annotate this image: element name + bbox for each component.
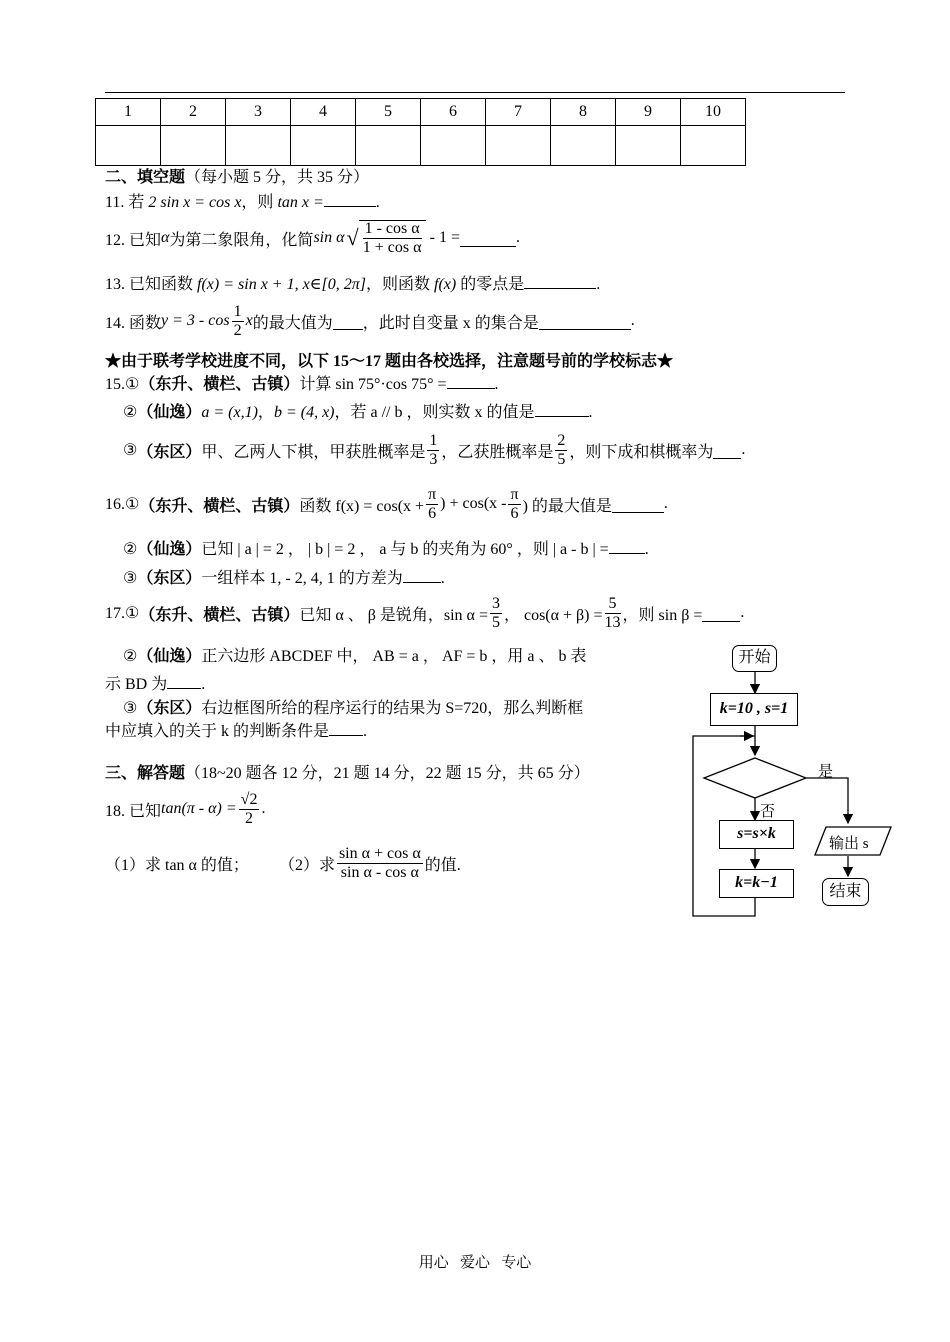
q17a-f1-denominator: 5 [491, 613, 500, 631]
q11-end: . [375, 194, 380, 211]
q14-end: . [630, 312, 635, 329]
question-18 [105, 784, 265, 834]
q17a-school: （东升、横栏、古镇） [139, 606, 300, 624]
answer-header-cell: 6 [421, 99, 486, 126]
answer-cell[interactable] [96, 126, 161, 166]
q15b-text: ，若 a // b ，则实数 x 的值是 [334, 404, 535, 421]
section3-note: （18~20 题各 12 分，21 题 14 分，22 题 15 分，共 65 分） [185, 765, 590, 782]
q17a-end: . [740, 604, 745, 621]
q11-number: 11. 若 [105, 194, 149, 211]
q17a-text3: ，则 sin β = [622, 606, 703, 624]
section3-heading [105, 760, 590, 783]
q16a-text2: ) + cos(x - [440, 495, 507, 512]
q17a-number: 17.① [105, 605, 140, 622]
q15b-end: . [588, 404, 593, 421]
q18-part1: （1）求 tan α 的值； [105, 856, 249, 874]
q15a-text: 计算 sin 75°·cos 75° = [299, 376, 447, 393]
answer-header-cell: 5 [356, 99, 421, 126]
answer-header-cell: 4 [291, 99, 356, 126]
q15c-fraction-2 [555, 433, 567, 468]
q15b-answer-blank[interactable] [535, 400, 589, 417]
q13-number: 13. 已知函数 [105, 276, 198, 293]
q17a-text2: ， cos(α + β) = [503, 606, 603, 624]
q18-part2-end: 的值. [424, 856, 461, 874]
flow-start: 开始 [732, 645, 777, 672]
answer-table-header-row [96, 99, 746, 126]
flow-multiply: s=s×k [719, 820, 794, 849]
question-16b [123, 536, 649, 559]
q18-part2-denominator: sin α - cos α [340, 863, 419, 881]
q16a-end: . [663, 495, 668, 512]
q14-answer-blank-1[interactable] [333, 313, 363, 330]
answer-table-blank-row [96, 126, 746, 166]
q12-number: 12. 已知 [105, 231, 162, 249]
q15c-f2-denominator: 5 [557, 450, 566, 468]
section2-heading [105, 164, 369, 187]
q16b-school: （仙逸） [137, 541, 202, 558]
answer-cell[interactable] [356, 126, 421, 166]
q16a-text3: ) 的最大值是 [522, 497, 612, 515]
q14-answer-blank-2[interactable] [539, 313, 631, 330]
q12-numerator: 1 - cos α [364, 220, 420, 237]
flow-end: 结束 [822, 878, 869, 906]
answer-header-cell: 9 [616, 99, 681, 126]
answer-header-cell: 7 [486, 99, 551, 126]
q17a-text1: 已知 α 、 β 是锐角，sin α = [299, 606, 488, 624]
q16c-text: 一组样本 1, - 2, 4, 1 的方差为 [201, 570, 403, 587]
q17a-f2-denominator: 13 [604, 613, 621, 631]
q16a-f1-numerator: π [428, 485, 437, 503]
q17c-text1: 右边框图所给的程序运行的结果为 S=720，那么判断框 [201, 700, 584, 717]
q17b-number: ② [123, 648, 138, 665]
q12-end: . [516, 229, 520, 246]
q16a-f2-denominator: 6 [510, 504, 519, 522]
q16a-number: 16.① [105, 496, 140, 513]
q12-text: 为第二象限角，化简 [169, 231, 314, 249]
q13-expr2: f(x) [434, 276, 457, 293]
flow-output-label: 输出 s [829, 836, 869, 852]
q14-number: 14. 函数 [105, 314, 162, 332]
question-15c [123, 427, 745, 473]
q15c-text2: ，乙获胜概率是 [441, 443, 554, 461]
q17b-end: . [201, 676, 206, 693]
q14-text2: ，此时自变量 x 的集合是 [362, 314, 539, 332]
question-17c-line2 [105, 718, 367, 741]
q16b-answer-blank[interactable] [609, 537, 645, 554]
answer-header-cell: 8 [551, 99, 616, 126]
radical-sign: √ [346, 225, 359, 250]
q18-end: . [261, 800, 266, 817]
q17b-answer-blank[interactable] [167, 672, 201, 689]
q16c-number: ③ [123, 570, 138, 587]
q17c-end: . [363, 723, 368, 740]
q16a-f1-denominator: 6 [428, 504, 437, 522]
answer-cell[interactable] [161, 126, 226, 166]
q13-expr: f(x) = sin x + 1, x∈[0, 2π] [197, 276, 366, 293]
q15b-expr2: b = (4, x) [273, 404, 335, 421]
question-18-parts [105, 838, 461, 888]
question-15a [105, 371, 499, 394]
answer-header-cell: 2 [161, 99, 226, 126]
page-footer: 用心 爱心 专心 [418, 1255, 532, 1271]
star-note: ★由于联考学校进度不同，以下 15～17 题由各校选择，注意题号前的学校标志★ [105, 353, 674, 370]
q16c-end: . [440, 570, 445, 587]
q12-fraction [363, 221, 422, 256]
q12-tail: - 1 = [429, 229, 460, 246]
q15c-fraction-1 [427, 433, 439, 468]
q15c-f1-numerator: 1 [429, 431, 438, 449]
q16a-text1: 函数 f(x) = cos(x + [299, 497, 425, 515]
q18-denominator: 2 [245, 809, 254, 827]
q14-fraction [232, 304, 244, 339]
q11-text: ，则 [241, 194, 278, 211]
answer-cell[interactable] [616, 126, 681, 166]
q17a-fraction-1 [490, 596, 502, 631]
q12-answer-blank[interactable] [460, 230, 516, 247]
q13-tail: 的零点是 [456, 276, 525, 293]
q14-text: 的最大值为 [252, 314, 333, 332]
q15c-f1-denominator: 3 [429, 450, 438, 468]
q15b-expr: a = (x,1) [201, 404, 258, 421]
question-17b [123, 643, 587, 666]
q15a-number: 15.① [105, 376, 140, 393]
answer-cell[interactable] [226, 126, 291, 166]
question-16a [105, 481, 668, 527]
q13-end: . [596, 276, 601, 293]
section3-title: 三、解答题 [105, 765, 186, 782]
q17b-text1: 正六边形 ABCDEF 中， AB = a ， AF = b ，用 a 、 b 表 [201, 648, 587, 665]
q17a-f1-numerator: 3 [491, 594, 500, 612]
q11-answer-blank[interactable] [324, 190, 376, 207]
question-11 [105, 189, 380, 212]
q18-part2-fraction [337, 846, 423, 881]
q16a-fraction-2 [508, 487, 520, 522]
answer-header-cell: 10 [681, 99, 746, 126]
q15a-school: （东升、横栏、古镇） [139, 376, 300, 393]
q15b-sep: ， [257, 404, 274, 421]
question-13 [105, 271, 600, 294]
question-15b [123, 399, 593, 422]
section2-title: 二、填空题 [105, 169, 186, 186]
flow-init: k=10 , s=1 [710, 693, 798, 726]
question-17a [105, 590, 744, 636]
q14-denominator: 2 [233, 321, 242, 339]
q15c-answer-blank[interactable] [713, 442, 741, 459]
q18-part2: （2）求 [278, 856, 335, 874]
question-16c [123, 565, 445, 588]
q11-expr2: tan x = [277, 194, 324, 211]
answer-cell[interactable] [486, 126, 551, 166]
q12-sin: sin α [313, 229, 345, 246]
question-17b-line2 [105, 671, 205, 694]
q16c-school: （东区） [137, 570, 202, 587]
flow-yes-label: 是 [818, 764, 834, 780]
decision-diamond [704, 758, 806, 798]
section2-note: （每小题 5 分，共 35 分） [185, 169, 370, 186]
q16a-answer-blank[interactable] [612, 496, 664, 513]
q17c-text2: 中应填入的关于 k 的判断条件是 [105, 723, 330, 740]
q12-alpha: α [161, 229, 170, 246]
q18-numerator: √2 [240, 790, 258, 808]
answer-header-cell: 1 [96, 99, 161, 126]
flow-decrement: k=k−1 [719, 869, 794, 898]
q16b-end: . [644, 541, 649, 558]
q18-expr: tan(π - α) = [161, 800, 237, 817]
q17b-text2: 示 BD 为 [105, 676, 168, 693]
q18-number: 18. 已知 [105, 802, 162, 820]
q15b-number: ② [123, 404, 138, 421]
yes-line [806, 778, 848, 823]
question-14 [105, 298, 635, 344]
q18-fraction [239, 792, 260, 827]
q15c-text3: ，则下成和棋概率为 [569, 443, 714, 461]
q15c-school: （东区） [137, 443, 202, 461]
q15c-text1: 甲、乙两人下棋，甲获胜概率是 [201, 443, 426, 461]
q15a-end: . [494, 376, 499, 393]
header-rule [105, 92, 845, 93]
question-17c [123, 695, 583, 718]
q17b-school: （仙逸） [137, 648, 202, 665]
q17c-school: （东区） [137, 700, 202, 717]
q17a-answer-blank[interactable] [702, 605, 740, 622]
q16a-f2-numerator: π [510, 485, 519, 503]
q15a-answer-blank[interactable] [447, 372, 495, 389]
q11-expr: 2 sin x = cos x [148, 194, 242, 211]
q15b-school: （仙逸） [137, 404, 202, 421]
q16b-number: ② [123, 541, 138, 558]
q12-radicand [359, 220, 426, 256]
answer-header-cell: 3 [226, 99, 291, 126]
q18-part2-numerator: sin α + cos α [338, 844, 421, 862]
answer-cell[interactable] [291, 126, 356, 166]
q17c-number: ③ [123, 700, 138, 717]
answer-cell[interactable] [421, 126, 486, 166]
q15c-end: . [741, 441, 746, 458]
q14-expr-x: x [245, 312, 253, 329]
q16a-fraction-1 [426, 487, 438, 522]
q13-text: ，则函数 [366, 276, 435, 293]
answer-cell[interactable] [551, 126, 616, 166]
q13-answer-blank[interactable] [524, 272, 596, 289]
answer-cell[interactable] [681, 126, 746, 166]
q16c-answer-blank[interactable] [403, 566, 441, 583]
q15c-number: ③ [123, 442, 138, 459]
q12-denominator: 1 + cos α [362, 239, 422, 256]
q17a-fraction-2 [605, 596, 621, 631]
q17c-answer-blank[interactable] [329, 719, 363, 736]
q14-expr: y = 3 - cos [161, 312, 230, 329]
q16a-school: （东升、横栏、古镇） [139, 497, 300, 515]
q17a-f2-numerator: 5 [605, 596, 621, 614]
answer-table [95, 98, 746, 166]
q15c-f2-numerator: 2 [557, 431, 566, 449]
q16b-text: 已知 | a | = 2 ， | b | = 2 ， a 与 b 的夹角为 60° ，则 | a - b | = [201, 541, 609, 558]
q14-numerator: 1 [233, 302, 242, 320]
flow-no-label: 否 [760, 804, 776, 820]
question-12 [105, 215, 520, 261]
